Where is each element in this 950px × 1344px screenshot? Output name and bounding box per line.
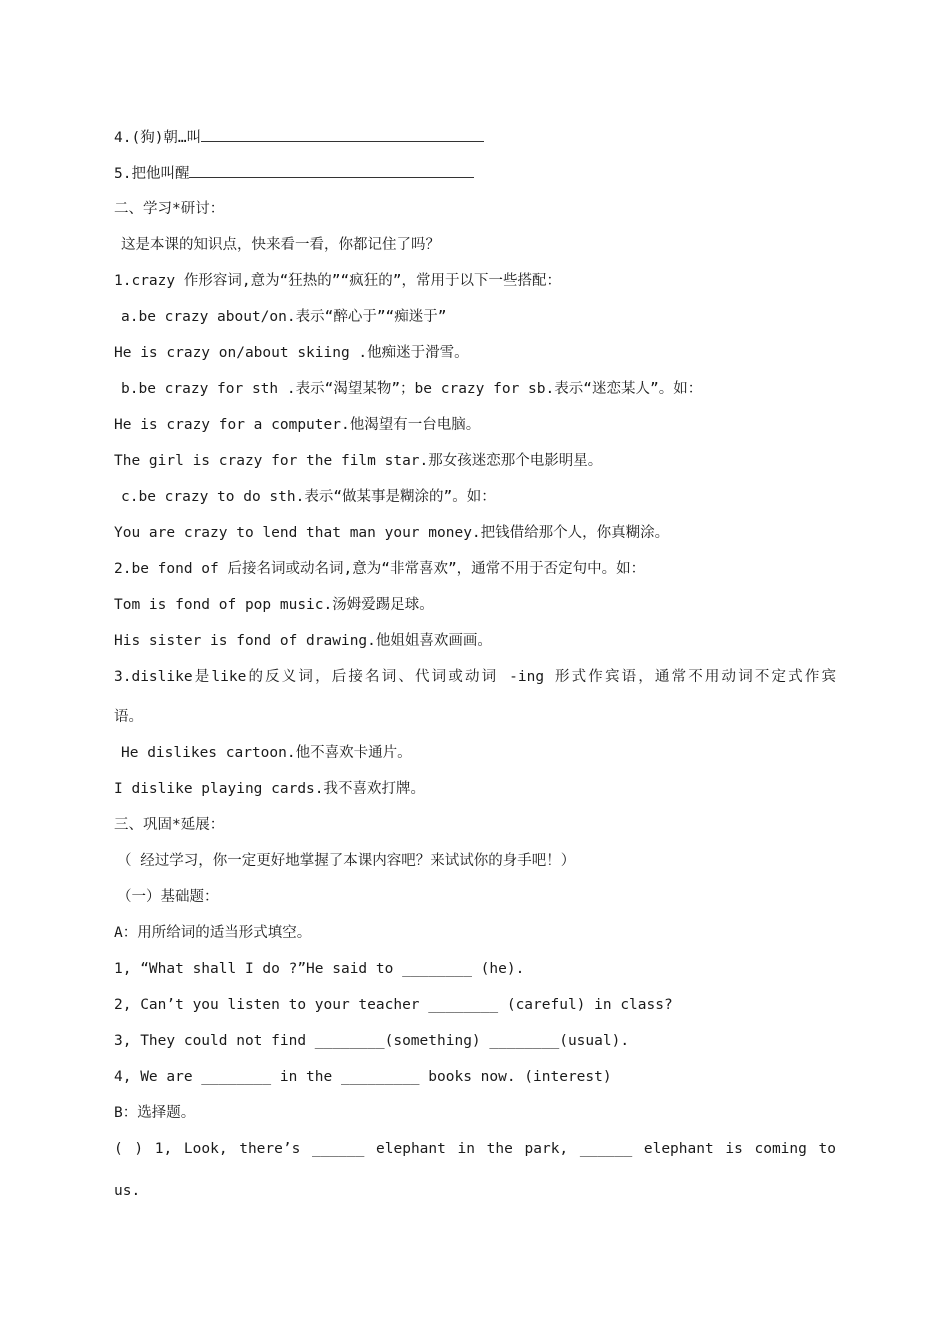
part-b-question-1-line-1: ( ) 1, Look, there’s ______ elephant in the park, ______ elephant is coming to bbox=[114, 1141, 836, 1157]
vocab-item-5 bbox=[114, 163, 474, 184]
point-2-example-1: Tom is fond of pop music.汤姆爱踢足球。 bbox=[114, 597, 434, 613]
answer-blank bbox=[189, 163, 474, 178]
point-3-title-line-2: 语。 bbox=[114, 709, 143, 725]
vocab-item-4-text: 4.(狗)朝…叫 bbox=[114, 130, 202, 146]
part-b-question-1-line-2: us. bbox=[114, 1183, 141, 1199]
part-a-question-1: 1, “What shall I do ?”He said to ________ (he). bbox=[114, 961, 525, 977]
point-1-c-example: You are crazy to lend that man your money.把钱借给那个人，你真糊涂。 bbox=[114, 525, 670, 541]
point-3-example-2: I dislike playing cards.我不喜欢打牌。 bbox=[114, 781, 426, 797]
point-1-title: 1.crazy 作形容词,意为“狂热的”“疯狂的”，常用于以下一些搭配： bbox=[114, 273, 561, 289]
point-1-a-example: He is crazy on/about skiing .他痴迷于滑雪。 bbox=[114, 345, 469, 361]
point-1-b: b.be crazy for sth .表示“渴望某物”；be crazy for sb.表示“迷恋某人”。如： bbox=[121, 381, 703, 397]
part-a-title: A：用所给词的适当形式填空。 bbox=[114, 925, 312, 941]
basic-exercises-heading: （一）基础题： bbox=[117, 889, 219, 905]
part-a-question-4: 4, We are ________ in the _________ books now. (interest) bbox=[114, 1069, 612, 1085]
part-a-question-2: 2, Can’t you listen to your teacher ________ (careful) in class? bbox=[114, 997, 673, 1013]
section-2-intro: 这是本课的知识点，快来看一看，你都记住了吗？ bbox=[121, 237, 440, 253]
part-a-question-3: 3, They could not find ________(something) ________(usual). bbox=[114, 1033, 630, 1049]
point-2-example-2: His sister is fond of drawing.他姐姐喜欢画画。 bbox=[114, 633, 492, 649]
part-b-title: B：选择题。 bbox=[114, 1105, 196, 1121]
point-3-title-line-1: 3.dislike是like的反义词，后接名词、代词或动词 -ing 形式作宾语，通常不用动词不定式作宾 bbox=[114, 669, 836, 685]
point-1-c: c.be crazy to do sth.表示“做某事是糊涂的”。如： bbox=[121, 489, 496, 505]
answer-blank bbox=[201, 127, 484, 142]
point-1-b-example-2: The girl is crazy for the film star.那女孩迷恋那个电影明星。 bbox=[114, 453, 603, 469]
vocab-item-4 bbox=[114, 127, 484, 148]
section-3-intro: （ 经过学习，你一定更好地掌握了本课内容吧？来试试你的身手吧！） bbox=[117, 853, 576, 869]
point-3-example-1: He dislikes cartoon.他不喜欢卡通片。 bbox=[121, 745, 412, 761]
point-1-a: a.be crazy about/on.表示“醉心于”“痴迷于” bbox=[121, 309, 447, 325]
point-2-title: 2.be fond of 后接名词或动名词,意为“非常喜欢”，通常不用于否定句中。如： bbox=[114, 561, 646, 577]
vocab-item-5-text: 5.把他叫醒 bbox=[114, 166, 190, 182]
section-3-heading: 三、巩固*延展： bbox=[114, 817, 225, 833]
section-2-heading: 二、学习*研讨： bbox=[114, 201, 225, 217]
point-1-b-example-1: He is crazy for a computer.他渴望有一台电脑。 bbox=[114, 417, 481, 433]
